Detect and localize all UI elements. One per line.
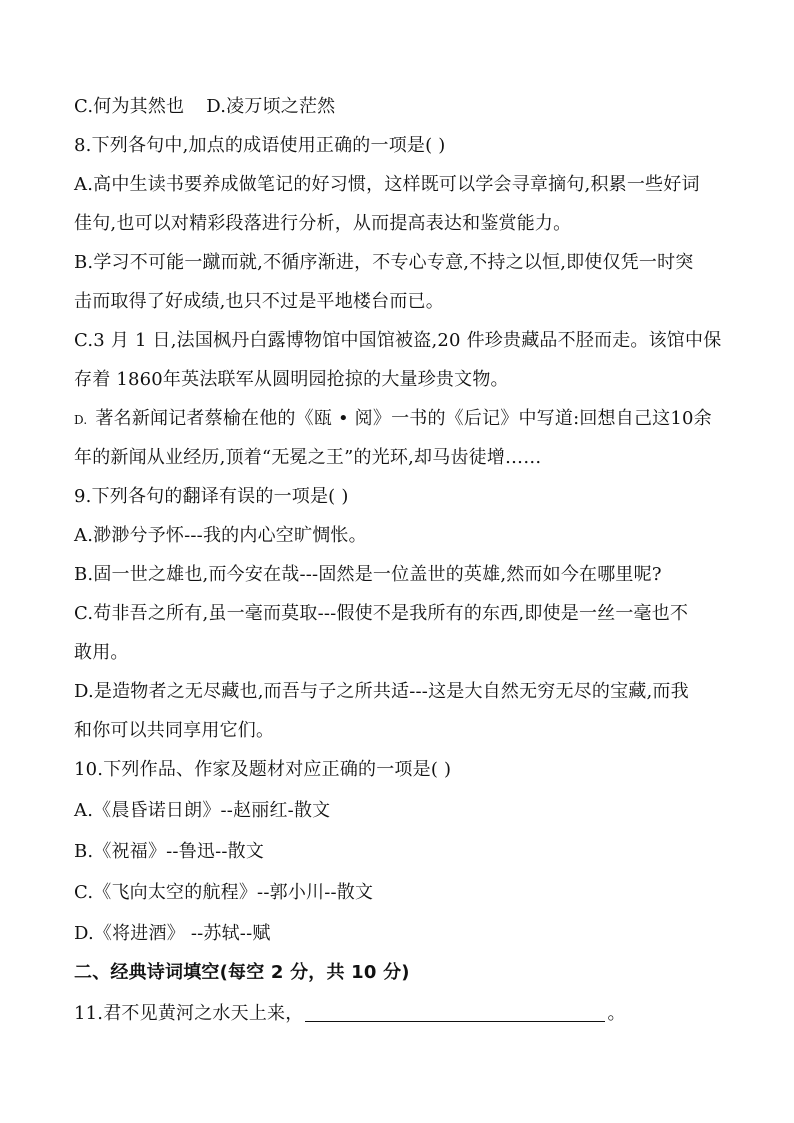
question-8-option-c-line-1: C.3 月 1 日,法国枫丹白露博物馆中国馆被盗,20 件珍贵藏品不胫而走。该馆中保 [74,330,722,351]
question-10-option-b: B.《祝福》--鲁迅--散文 [74,841,265,862]
question-10-option-d: D.《将进酒》 --苏轼--赋 [74,923,271,944]
question-7-options-cd [74,88,724,125]
section-heading: 二、经典诗词填空(每空 2 分，共 10 分) [74,962,410,983]
question-8-option-a-line-1: A.高中生读书要养成做笔记的好习惯，这样既可以学会寻章摘句,积累一些好词 [74,174,700,195]
question-8-stem: 8.下列各句中,加点的成语使用正确的一项是( ) [74,135,446,156]
question-9-option-a: A.渺渺兮予怀---我的内心空旷惆怅。 [74,525,367,546]
question-10-stem: 10.下列作品、作家及题材对应正确的一项是( ) [74,759,452,780]
option-c: C.何为其然也 [74,96,185,117]
question-9-option-b: B.固一世之雄也,而今安在哉---固然是一位盖世的英雄,然而如今在哪里呢? [74,564,662,585]
option-d-letter: D. [74,413,88,427]
question-11 [74,995,724,1032]
exam-page [74,88,724,1032]
question-9-option-c-line-1: C.苟非吾之所有,虽一毫而莫取---假使不是我所有的东西,即使是一丝一毫也不 [74,603,689,624]
option-d-text: 著名新闻记者蔡榆在他的《瓯 • 阅》一书的《后记》中写道:回想自己这10余 [95,408,712,429]
question-8-option-d-line-1 [74,400,724,437]
question-8-option-b-line-2: 击而取得了好成绩,也只不过是平地楼台而已。 [74,291,444,312]
question-9-option-d-line-1: D.是造物者之无尽藏也,而吾与子之所共适---这是大自然无穷无尽的宝藏,而我 [74,681,689,702]
question-8-option-a-line-2: 佳句,也可以对精彩段落进行分析，从而提高表达和鉴赏能力。 [74,213,572,234]
answer-blank[interactable] [305,1003,605,1022]
question-8-option-c-line-2: 存着 1860年英法联军从圆明园抢掠的大量珍贵文物。 [74,369,509,390]
question-10-option-c: C.《飞向太空的航程》--郭小川--散文 [74,882,374,903]
question-11-suffix: 。 [607,1003,626,1024]
question-8-option-d-line-2: 年的新闻从业经历,顶着“无冕之王”的光环,却马齿徒增…… [74,447,542,468]
question-10-option-a: A.《晨昏诺日朗》--赵丽红-散文 [74,800,331,821]
question-8-option-b-line-1: B.学习不可能一蹴而就,不循序渐进，不专心专意,不持之以恒,即使仅凭一时突 [74,252,694,273]
question-9-stem: 9.下列各句的翻译有误的一项是( ) [74,486,349,507]
question-11-prefix: 11.君不见黄河之水天上来， [74,1003,304,1024]
option-d: D.凌万顷之茫然 [206,96,336,117]
question-9-option-d-line-2: 和你可以共同享用它们。 [74,720,275,741]
question-9-option-c-line-2: 敢用。 [74,642,129,663]
